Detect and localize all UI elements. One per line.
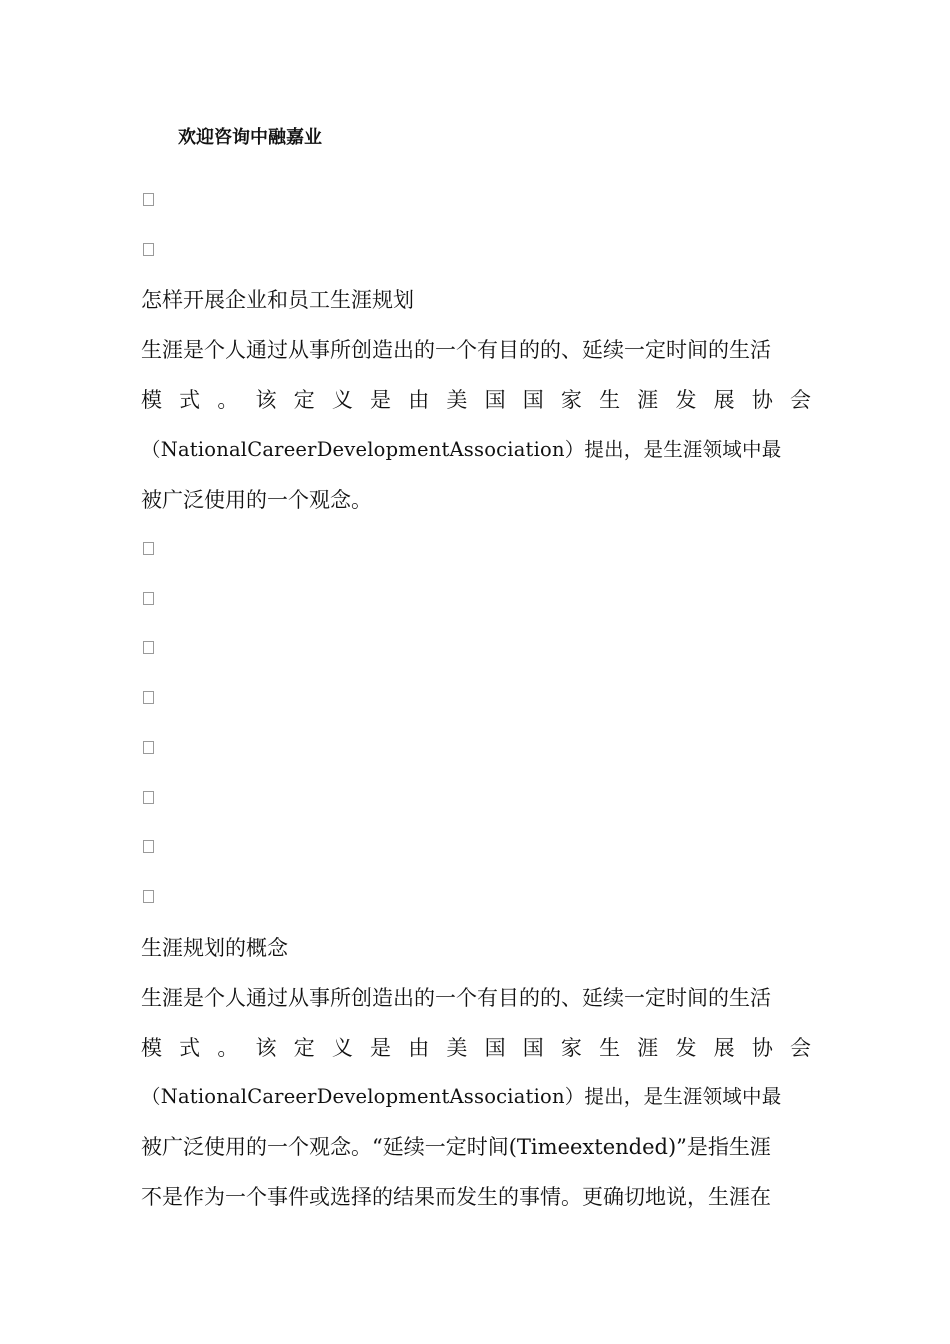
missing-glyph-icon	[143, 691, 154, 704]
paragraph-line: 模 式 。 该 定 义 是 由 美 国 国 家 生 涯 发 展 协 会	[141, 1036, 811, 1060]
section-heading: 怎样开展企业和员工生涯规划	[141, 288, 414, 312]
paragraph-line: 生涯是个人通过从事所创造出的一个有目的的、延续一定时间的生活	[141, 338, 771, 362]
missing-glyph-icon	[143, 840, 154, 853]
missing-glyph-icon	[143, 641, 154, 654]
missing-glyph-icon	[143, 592, 154, 605]
missing-glyph-icon	[143, 243, 154, 256]
document-header-title: 欢迎咨询中融嘉业	[178, 127, 322, 148]
missing-glyph-icon	[143, 741, 154, 754]
missing-glyph-icon	[143, 791, 154, 804]
paragraph-line: 被广泛使用的一个观念。	[141, 488, 372, 512]
paragraph-line: 模 式 。 该 定 义 是 由 美 国 国 家 生 涯 发 展 协 会	[141, 388, 811, 412]
missing-glyph-icon	[143, 890, 154, 903]
missing-glyph-icon	[143, 193, 154, 206]
section-heading: 生涯规划的概念	[141, 936, 288, 960]
missing-glyph-icon	[143, 542, 154, 555]
paragraph-line: （NationalCareerDevelopmentAssociation）提出，是生涯领域中最	[141, 1085, 782, 1108]
paragraph-line: （NationalCareerDevelopmentAssociation）提出，是生涯领域中最	[141, 438, 782, 461]
paragraph-line: 不是作为一个事件或选择的结果而发生的事情。更确切地说，生涯在	[141, 1185, 771, 1209]
paragraph-line: 被广泛使用的一个观念。“延续一定时间(Timeextended)”是指生涯	[141, 1135, 771, 1159]
paragraph-line: 生涯是个人通过从事所创造出的一个有目的的、延续一定时间的生活	[141, 986, 771, 1010]
